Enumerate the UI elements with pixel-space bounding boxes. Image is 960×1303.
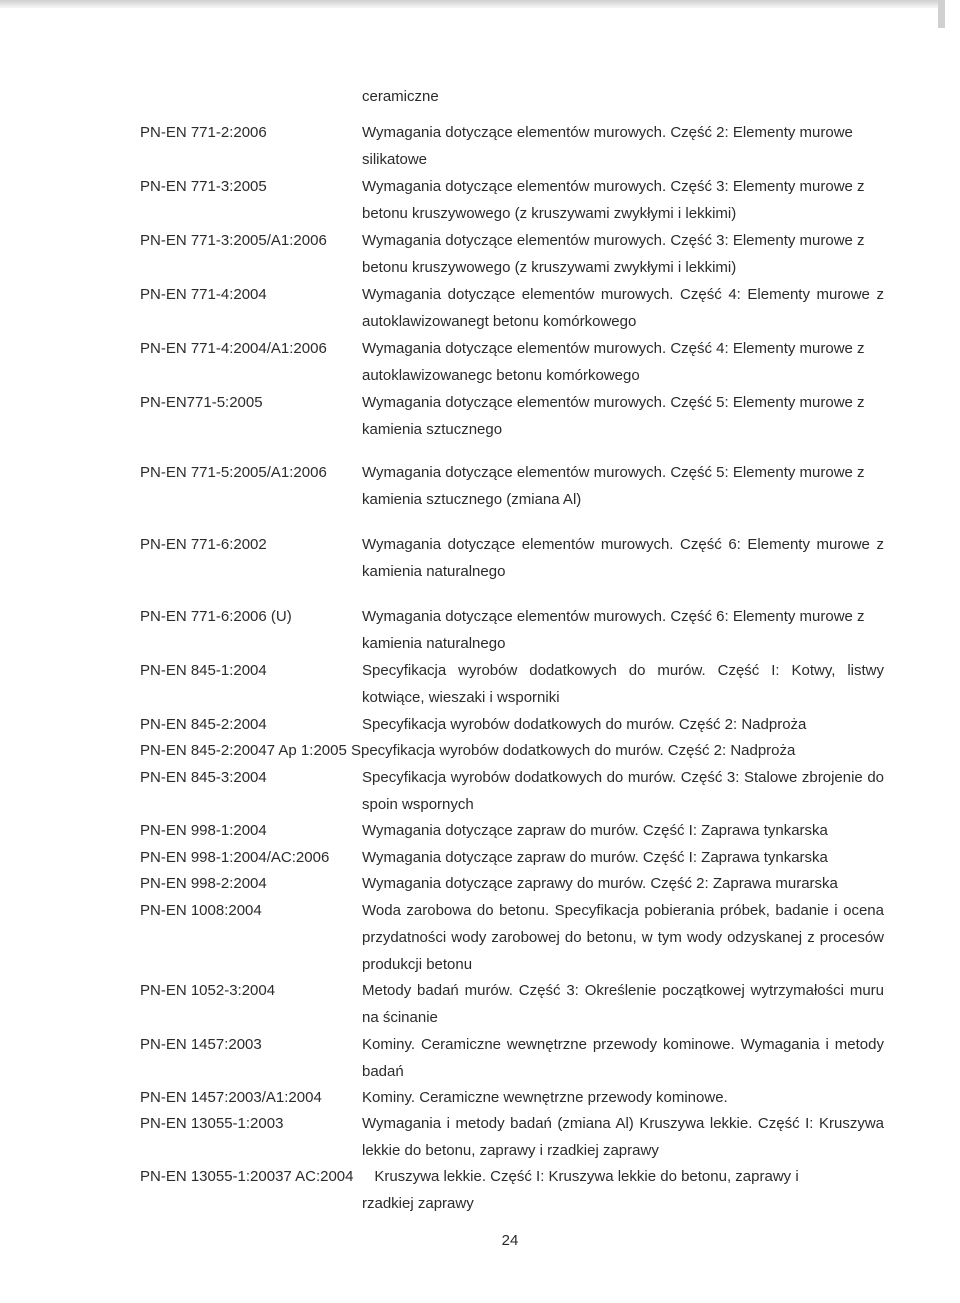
- standard-description: Wymagania dotyczące zaprawy do murów. Część 2: Zaprawa murarska: [362, 875, 838, 892]
- standard-description: Wymagania dotyczące elementów murowych. Część 4: Elementy murowe z autoklawizowanegt betonu komórkowego: [362, 286, 884, 330]
- standard-code: PN-EN 1052-3:2004: [140, 982, 276, 999]
- standard-code: PN-EN 771-2:2006: [140, 124, 267, 141]
- standard-code: PN-EN 998-2:2004: [140, 875, 267, 892]
- page-number: 24: [501, 1232, 519, 1249]
- scan-corner-mark: [938, 0, 945, 28]
- standard-code: PN-EN 771-3:2005: [140, 178, 267, 195]
- standard-code: PN-EN 1457:2003/A1:2004: [140, 1089, 322, 1106]
- standard-description: Wymagania dotyczące elementów murowych. Część 5: Elementy murowe z kamienia sztucznego: [362, 394, 865, 438]
- standard-code: PN-EN 845-1:2004: [140, 662, 267, 679]
- standard-code: PN-EN 771-5:2005/A1:2006: [140, 464, 327, 481]
- entry-description-tail: rzadkiej zaprawy: [362, 1195, 474, 1212]
- standard-description: Wymagania dotyczące elementów murowych. Część 3: Elementy murowe z betonu kruszywowego (z kruszywami zwykłymi i lekkimi): [362, 232, 865, 276]
- standard-code: PN-EN771-5:2005: [140, 394, 263, 411]
- standard-description: Wymagania dotyczące zapraw do murów. Część I: Zaprawa tynkarska: [362, 849, 828, 866]
- standard-description: Specyfikacja wyrobów dodatkowych do murów. Część 2: Nadproża: [362, 716, 807, 733]
- standard-description: Kominy. Ceramiczne wewnętrzne przewody kominowe. Wymagania i metody badań: [362, 1036, 884, 1080]
- standard-code: PN-EN 998-1:2004: [140, 822, 267, 839]
- standard-description: Wymagania dotyczące elementów murowych. Część 4: Elementy murowe z autoklawizowanegc betonu komórkowego: [362, 340, 865, 384]
- entry-line: PN-EN 845-2:20047 Ap 1:2005 Specyfikacja wyrobów dodatkowych do murów. Część 2: Nadproża: [140, 742, 796, 759]
- standard-code: PN-EN 771-3:2005/A1:2006: [140, 232, 327, 249]
- entry-line: PN-EN 13055-1:20037 AC:2004 Kruszywa lekkie. Część I: Kruszywa lekkie do betonu, zaprawy i: [140, 1168, 799, 1185]
- standard-code: PN-EN 771-6:2006 (U): [140, 608, 292, 625]
- standard-code: PN-EN 771-4:2004/A1:2006: [140, 340, 327, 357]
- standard-description: Wymagania dotyczące elementów murowych. Część 6: Elementy murowe z kamienia naturalnego: [362, 536, 884, 580]
- standard-description: Kominy. Ceramiczne wewnętrzne przewody kominowe.: [362, 1089, 728, 1106]
- standard-description: Wymagania i metody badań (zmiana Al) Kruszywa lekkie. Część I: Kruszywa lekkie do betonu, zaprawy i rzadkiej zaprawy: [362, 1115, 884, 1159]
- standard-code: PN-EN 13055-1:2003: [140, 1115, 284, 1132]
- standard-description: Specyfikacja wyrobów dodatkowych do murów. Część 3: Stalowe zbrojenie do spoin wspornych: [362, 769, 884, 813]
- standard-description: Wymagania dotyczące zapraw do murów. Część I: Zaprawa tynkarska: [362, 822, 828, 839]
- standard-code: PN-EN 771-6:2002: [140, 536, 267, 553]
- standard-description: Wymagania dotyczące elementów murowych. Część 3: Elementy murowe z betonu kruszywowego (z kruszywami zwykłymi i lekkimi): [362, 178, 865, 222]
- standard-description: Woda zarobowa do betonu. Specyfikacja pobierania próbek, badanie i ocena przydatności wody zarobowej do betonu, w tym wody odzyskanej z procesów produkcji betonu: [362, 902, 884, 973]
- standard-code: PN-EN 845-3:2004: [140, 769, 267, 786]
- standard-description: Wymagania dotyczące elementów murowych. Część 2: Elementy murowe silikatowe: [362, 124, 853, 168]
- standard-description: Wymagania dotyczące elementów murowych. Część 5: Elementy murowe z kamienia sztucznego (zmiana Al): [362, 464, 865, 508]
- scan-top-edge: [0, 0, 940, 8]
- standard-description: Specyfikacja wyrobów dodatkowych do murów. Część I: Kotwy, listwy kotwiące, wieszaki i wsporniki: [362, 662, 884, 706]
- standard-code: PN-EN 1008:2004: [140, 902, 262, 919]
- standard-code: PN-EN 1457:2003: [140, 1036, 262, 1053]
- continuation-text: ceramiczne: [362, 88, 439, 105]
- standard-code: PN-EN 998-1:2004/AC:2006: [140, 849, 330, 866]
- standard-description: Metody badań murów. Część 3: Określenie początkowej wytrzymałości muru na ścinanie: [362, 982, 884, 1026]
- standard-description: Wymagania dotyczące elementów murowych. Część 6: Elementy murowe z kamienia naturalnego: [362, 608, 865, 652]
- standard-code: PN-EN 845-2:2004: [140, 716, 267, 733]
- standard-code: PN-EN 771-4:2004: [140, 286, 267, 303]
